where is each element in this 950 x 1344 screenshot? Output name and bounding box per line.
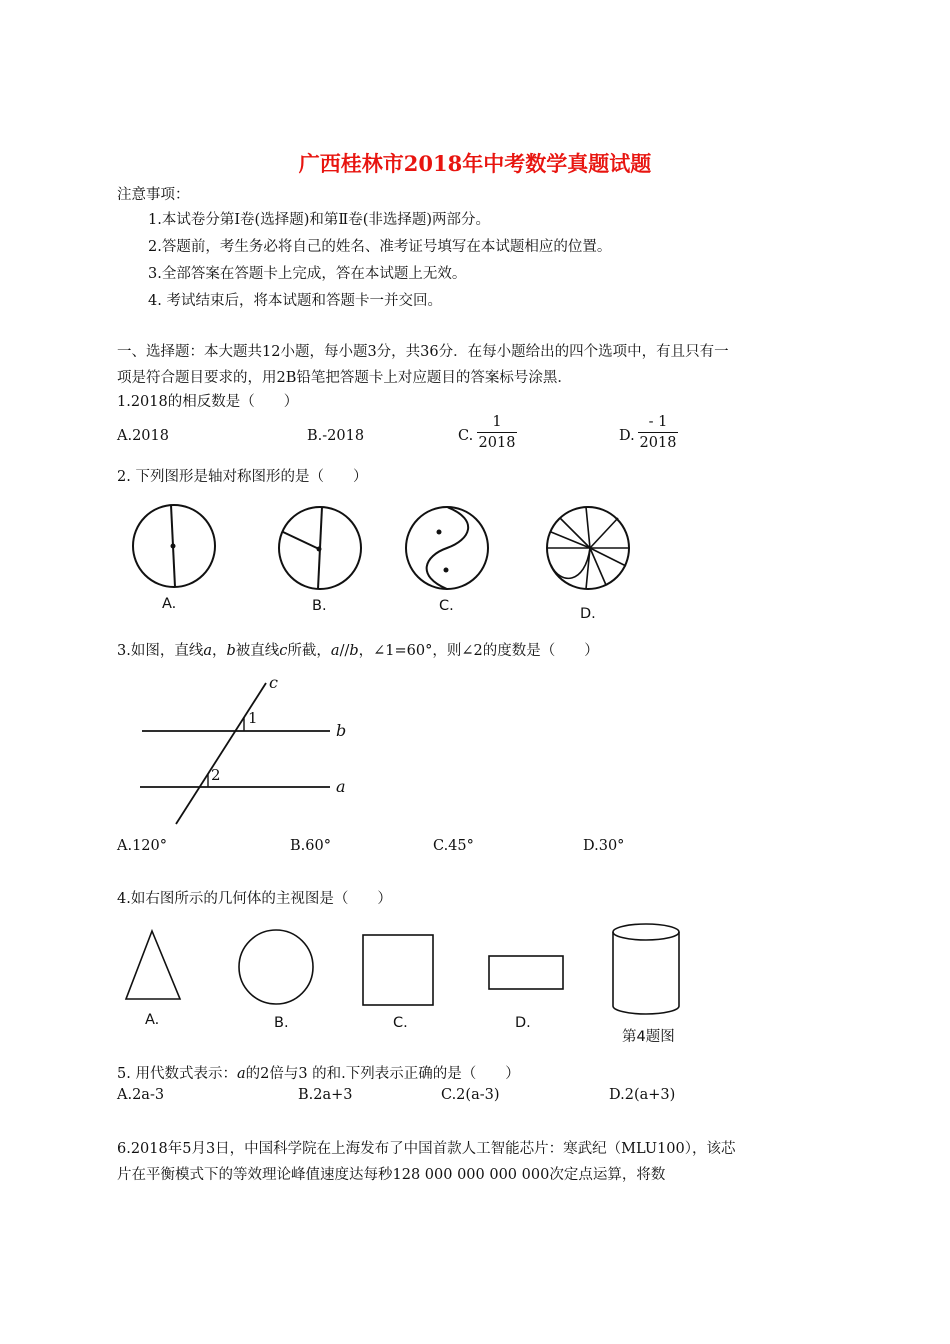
q1-c-numerator: 1 — [477, 414, 517, 433]
q4-stem: 4.如右图所示的几何体的主视图是（ ） — [117, 891, 392, 907]
q3-par-sym: // — [339, 643, 350, 659]
q4-triangle — [126, 931, 180, 999]
notice-item-2: 2.答题前，考生务必将自己的姓名、准考证号填写在本试题相应的位置。 — [148, 239, 612, 255]
q4-label-a: A. — [145, 1012, 160, 1028]
q4-circle — [239, 930, 313, 1004]
q5-stem-pre: 5. 用代数式表示： — [117, 1066, 237, 1082]
q4-label-b: B. — [274, 1015, 289, 1031]
section1-line2: 项是符合题目要求的，用2B铅笔把答题卡上对应题目的答案标号涂黑． — [117, 370, 572, 386]
q1-d-denominator: 2018 — [639, 435, 677, 451]
q3-stem-post: ，∠1=60°，则∠2的度数是（ ） — [358, 643, 599, 659]
q5-stem-post: 的2倍与3 的和.下列表示正确的是（ ） — [245, 1066, 520, 1082]
q5-option-b: B.2a+3 — [298, 1087, 353, 1103]
q3-angle-2: 2 — [211, 766, 221, 784]
page-title: 广西桂林市2018年中考数学真题试题 — [298, 151, 652, 176]
q1-option-b: B.-2018 — [307, 428, 365, 444]
q2-label-b: B. — [312, 598, 327, 614]
q6-line1: 6.2018年5月3日，中国科学院在上海发布了中国首款人工智能芯片：寒武纪（MLU100），该芯 — [117, 1141, 736, 1157]
q2-label-a: A. — [162, 596, 177, 612]
q4-caption: 第4题图 — [622, 1029, 675, 1045]
section1-line1: 一、选择题：本大题共12小题，每小题3分，共36分．在每小题给出的四个选项中，有且只有一 — [117, 344, 729, 360]
q2-stem: 2. 下列图形是轴对称图形的是（ ） — [117, 469, 368, 485]
q6-line2: 片在平衡模式下的等效理论峰值速度达每秒128 000 000 000 000次定点运算，将数 — [117, 1167, 666, 1183]
q3-sep: ， — [212, 643, 227, 659]
q3-stem-pre: 3.如图，直线 — [117, 643, 204, 659]
q3-stem-mid: 被直线 — [235, 643, 280, 659]
q4-rectangle — [489, 956, 563, 989]
q4-cylinder — [613, 924, 679, 1014]
q3-option-b: B.60° — [290, 838, 331, 854]
q3-par-a: a — [330, 643, 340, 659]
q3-stem-mid2: 所截， — [287, 643, 331, 659]
notice-item-1: 1.本试卷分第Ⅰ卷(选择题)和第Ⅱ卷(非选择题)两部分。 — [148, 212, 491, 228]
q4-label-d: D. — [515, 1015, 531, 1031]
q1-option-c-label: C. — [458, 428, 474, 444]
q5-option-c: C.2(a-3) — [441, 1087, 500, 1103]
q5-option-a: A.2a-3 — [117, 1087, 165, 1103]
q3-var-c: c — [279, 643, 288, 659]
q2-label-d: D. — [580, 606, 596, 622]
q3-label-c: c — [269, 673, 278, 692]
notice-item-4: 4. 考试结束后，将本试题和答题卡一并交回。 — [148, 293, 442, 309]
q1-stem: 1.2018的相反数是（ ） — [117, 394, 299, 410]
notice-heading: 注意事项： — [117, 187, 190, 203]
q4-square — [363, 935, 433, 1005]
q1-option-d-label: D. — [619, 428, 635, 444]
notice-item-3: 3.全部答案在答题卡上完成，答在本试题上无效。 — [148, 266, 467, 282]
q3-option-a: A.120° — [117, 838, 168, 854]
q3-option-d: D.30° — [583, 838, 625, 854]
q5-stem — [117, 1062, 520, 1083]
q3-var-a: a — [203, 643, 212, 659]
q5-option-d: D.2(a+3) — [609, 1087, 676, 1103]
q3-par-b: b — [349, 643, 359, 659]
q3-option-c: C.45° — [433, 838, 474, 854]
q4-label-c: C. — [393, 1015, 408, 1031]
q1-d-numerator: - 1 — [638, 414, 678, 433]
q2-label-c: C. — [439, 598, 454, 614]
q3-label-a: a — [336, 777, 346, 796]
q1-c-denominator: 2018 — [478, 435, 516, 451]
q5-var: a — [236, 1066, 246, 1082]
q3-label-b: b — [336, 721, 347, 740]
q3-angle-1: 1 — [248, 709, 258, 727]
q1-option-a: A.2018 — [117, 428, 169, 444]
q3-var-b: b — [226, 643, 236, 659]
